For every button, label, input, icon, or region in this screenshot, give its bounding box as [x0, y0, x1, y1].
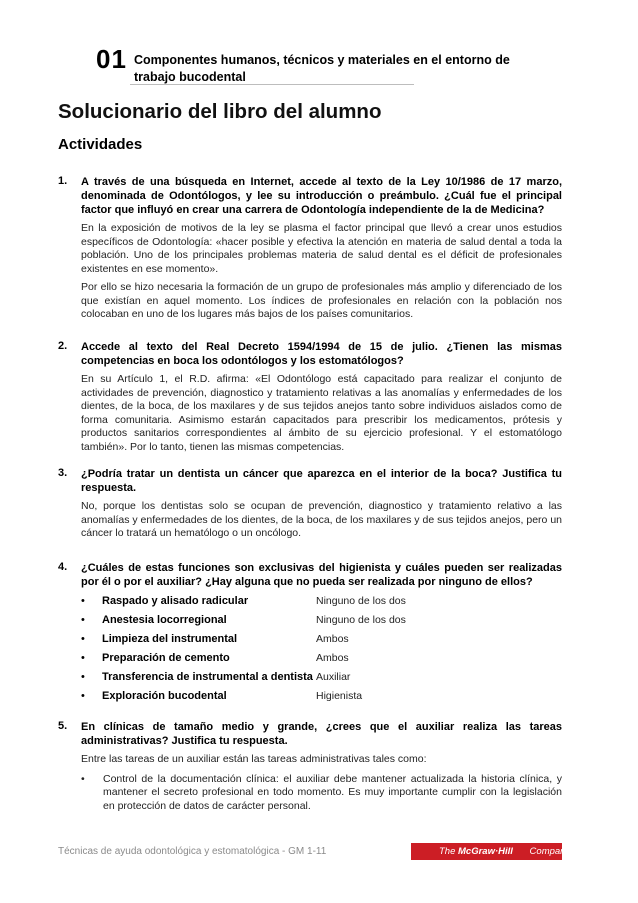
function-name: Raspado y alisado radicular [102, 595, 249, 607]
question-4 [58, 561, 562, 707]
answer-paragraph: En su Artículo 1, el R.D. afirma: «El Odontólogo está capacitado para realizar el conjunto de actividades de prevención, diagnostico y tratamiento relativas a las anomalías y enfermedades de los dientes, de la boca, de los maxilares y de sus tejidos anejos tanto sobre individuos aislados como de forma comunitaria. Asimismo estarán capacitados para prescribir los medicamentos, prótesis y productos sanitarios correspondientes al ámbito de su ejercicio profesional. Y el estomatólogo también». Por lo tanto, tienen las mismas competencias. [81, 373, 562, 453]
function-answer: Higienista [316, 690, 363, 702]
function-answer: Ninguno de los dos [316, 595, 406, 607]
header-divider [130, 84, 414, 85]
bullet: • [81, 633, 85, 645]
chapter-title: Componentes humanos, técnicos y materiales en el entorno de trabajo bucodental [134, 53, 510, 84]
function-name: Transferencia de instrumental a dentista [102, 671, 313, 683]
table-row [81, 650, 562, 669]
function-name: Preparación de cemento [102, 652, 230, 664]
question-text: En clínicas de tamaño medio y grande, ¿crees que el auxiliar realiza las tareas administrativas? Justifica tu respuesta. [81, 721, 562, 747]
question-number: 5. [58, 720, 68, 732]
function-name: Anestesia locorregional [102, 614, 227, 626]
chapter-number: 01 [96, 44, 127, 74]
question-number: 1. [58, 175, 68, 187]
list-item-text: Control de la documentación clínica: el auxiliar debe mantener actualizada la historia clínica, y mantener el secreto profesional en todo momento. Es muy importante cumplir con la legislación en protección de datos de carácter personal. [103, 772, 562, 812]
answer-paragraph: Por ello se hizo necesaria la formación de un grupo de profesionales más amplio y diferenciado de los que existían en aquel momento. Los índices de profesionales en relación con la población nos colocaban en uno de los lugares más bajos de los países comunitarios. [81, 281, 562, 320]
function-name: Limpieza del instrumental [102, 633, 238, 645]
functions-table [81, 593, 562, 707]
question-5 [58, 720, 562, 813]
page-title: Solucionario del libro del alumno [58, 100, 382, 123]
table-row [81, 688, 562, 707]
question-2 [58, 340, 562, 454]
question-text: ¿Podría tratar un dentista un cáncer que aparezca en el interior de la boca? Justifica tu respuesta. [81, 468, 562, 494]
bullet: • [81, 772, 85, 785]
footer-text: Técnicas de ayuda odontológica y estomatológica - GM 1-11 [58, 846, 327, 857]
question-text: ¿Cuáles de estas funciones son exclusivas del higienista y cuáles pueden ser realizadas por él o por el auxiliar? ¿Hay alguna que no pueda ser realizada por ninguno de ellos? [81, 562, 562, 588]
function-name: Exploración bucodental [102, 690, 227, 702]
bullet: • [81, 671, 85, 683]
answer-paragraph: No, porque los dentistas solo se ocupan de prevención, diagnostico y tratamiento relativo a las anomalías y enfermedades de los dientes, de la boca, de los maxilares y de sus tejidos anejos, pero un cáncer lo tratará un hematólogo o un oncólogo. [81, 500, 562, 539]
question-number: 3. [58, 467, 68, 479]
question-number: 4. [58, 561, 68, 573]
function-answer: Ambos [316, 652, 349, 664]
list-item [81, 773, 562, 814]
bullet: • [81, 652, 85, 664]
bullet: • [81, 614, 85, 626]
bullet: • [81, 690, 85, 702]
bullet: • [81, 595, 85, 607]
question-3 [58, 467, 562, 541]
answer-paragraph: Entre las tareas de un auxiliar están las tareas administrativas tales como: [81, 753, 427, 765]
section-title: Actividades [58, 136, 143, 153]
question-text: A través de una búsqueda en Internet, accede al texto de la Ley 10/1986 de 17 marzo, denominada de Odontólogos, y lee su introducción o preámbulo. ¿Cuál fue el principal factor que influyó en crear una carrera de Odontología independiente de la de Medicina? [81, 176, 562, 216]
question-number: 2. [58, 340, 68, 352]
function-answer: Ninguno de los dos [316, 614, 406, 626]
function-answer: Ambos [316, 633, 349, 645]
question-1 [58, 175, 562, 322]
publisher-logo: The McGraw·Hill Companies [411, 843, 562, 860]
answer-paragraph: En la exposición de motivos de la ley se plasma el factor principal que llevó a crear unos estudios específicos de Odontología: «hacer posible y efectiva la atención en materia de salud dental a toda la población. Uno de los principales problemas materia de salud dental es el déficit de profesionales existentes en ese momento». [81, 222, 562, 275]
table-row [81, 593, 562, 612]
question-text: Accede al texto del Real Decreto 1594/1994 de 15 de julio. ¿Tienen las mismas competencias en boca los odontólogos y los estomatólogos? [81, 341, 562, 367]
table-row [81, 612, 562, 631]
function-answer: Auxiliar [316, 671, 351, 683]
table-row [81, 669, 562, 688]
table-row [81, 631, 562, 650]
